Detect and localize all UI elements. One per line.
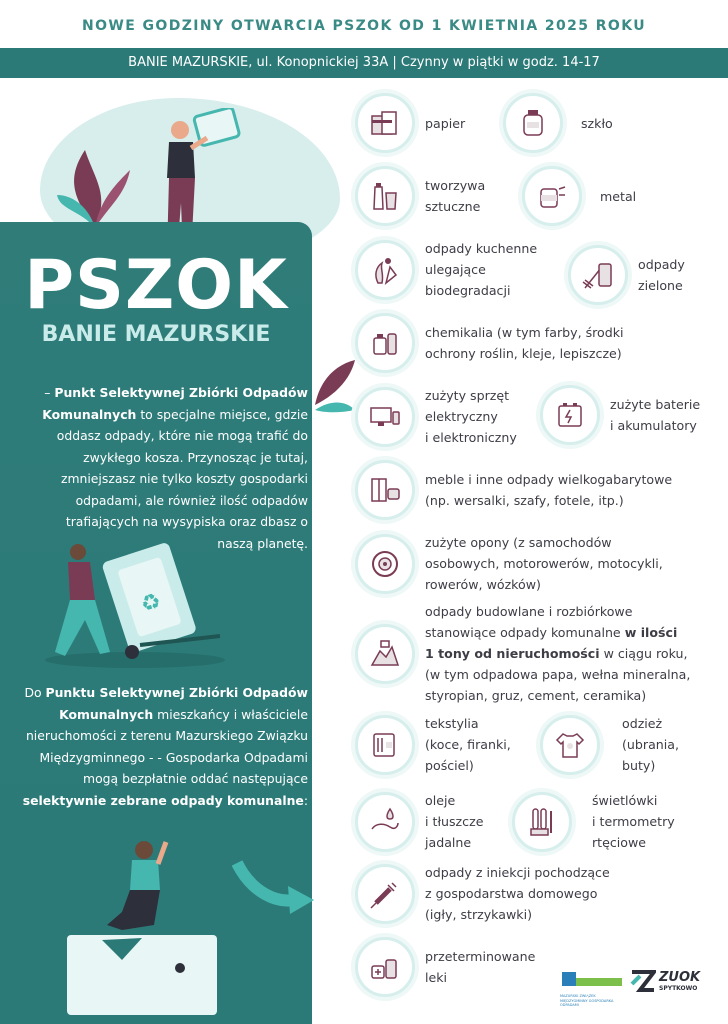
tire-icon (355, 534, 415, 594)
description-paragraph-2: Do Punktu Selektywnej Zbiórki Odpadów Komunalnych mieszkańcy i właściciele nieruchomości z terenu Mazurskiego Związku Międzygminnego - - Gospodarka Odpadami mogą bezpłatnie oddać następujące selektywnie zebrane odpady komunalne: (22, 685, 308, 808)
item-odpady-z-iniekcji: odpady z iniekcji pochodzące z gospodarstwa domowego (igły, strzykawki) (355, 862, 610, 925)
oil-drop-icon (355, 792, 415, 852)
zuok-logo: ZUOK SPYTKOWO (630, 970, 710, 992)
glass-jar-icon (503, 93, 563, 153)
chemical-canister-icon (355, 313, 415, 373)
description-paragraph-1: – Punkt Selektywnej Zbiórki Odpadów Komunalnych to specjalne miejsce, gdzie oddasz odpady, które nie mogą trafić do zwykłego kosza. Przynosząc je tutaj, zmniejszasz nie tylko koszty gospodarki odpadami, ale również ilość odpadów trafiających na wysypiska oraz dbasz o naszą planetę. (42, 385, 308, 551)
item-baterie: zużyte baterie i akumulatory (540, 385, 700, 445)
item-leki: przeterminowane leki (355, 937, 535, 997)
item-sprzet-elektryczny: zużyty sprzęt elektryczny i elektroniczny (355, 385, 517, 448)
battery-icon (540, 385, 600, 445)
paper-icon (355, 93, 415, 153)
page-title: NOWE GODZINY OTWARCIA PSZOK OD 1 KWIETNIA 2025 ROKU (82, 18, 646, 34)
rake-leaves-icon (568, 245, 628, 305)
svg-text:♻: ♻ (137, 588, 165, 619)
item-tworzywa: tworzywa sztuczne (355, 166, 485, 226)
item-odpady-budowlane: odpady budowlane i rozbiórkowe stanowiące odpady komunalne w ilości 1 tony od nieruchomości w ciągu roku, (w tym odpadowa papa, wełna mineralna, styropian, gruz, cement, ceramika) (355, 601, 690, 706)
item-papier: papier (355, 93, 465, 153)
item-tekstylia: tekstylia (koce, firanki, pościel) (355, 713, 511, 776)
computer-icon (355, 387, 415, 447)
brand-title: PSZOK (24, 246, 288, 325)
syringe-icon (355, 864, 415, 924)
item-oleje: oleje i tłuszcze jadalne (355, 790, 483, 853)
item-odziez: odzież (ubrania, buty) (540, 713, 679, 776)
zuok-logo-mark (630, 970, 656, 992)
textile-icon (355, 715, 415, 775)
item-metal: metal (522, 166, 636, 226)
brand-location: BANIE MAZURSKIE (41, 322, 271, 347)
furniture-icon (355, 460, 415, 520)
plant-leaves-illustration (55, 140, 135, 230)
item-meble: meble i inne odpady wielkogabarytowe (np. wersalki, szafy, fotele, itp.) (355, 460, 672, 520)
item-szklo: szkło (503, 93, 613, 153)
medicine-icon (355, 937, 415, 997)
arrow-right-icon (232, 858, 316, 918)
item-chemikalia: chemikalia (w tym farby, środki ochrony roślin, kleje, lepiszcze) (355, 313, 624, 373)
item-opony: zużyte opony (z samochodów osobowych, motorowerów, motocykli, rowerów, wózków) (355, 532, 663, 595)
construction-waste-icon (355, 624, 415, 684)
food-waste-icon (355, 240, 415, 300)
item-swietlowki: świetlówki i termometry rtęciowe (512, 790, 675, 853)
fluorescent-lamp-icon (512, 792, 572, 852)
item-odpady-zielone: odpady zielone (568, 245, 685, 305)
mzm-logo: MAZURSKI ZWIĄZEK MIĘDZYGMINNY GOSPODARKA ODPADAMI (560, 970, 624, 1008)
plastic-bottle-icon (355, 166, 415, 226)
metal-can-icon (522, 166, 582, 226)
tshirt-icon (540, 715, 600, 775)
person-jumping-illustration (62, 840, 222, 1020)
mzm-logo-mark (560, 970, 624, 990)
address-bar: BANIE MAZURSKIE, ul. Konopnickiej 33A | Czynny w piątki w godz. 14-17 (0, 48, 728, 78)
person-pushing-bin-illustration (40, 540, 230, 670)
plant-leaf-illustration (310, 355, 358, 415)
item-odpady-kuchenne: odpady kuchenne ulegające biodegradacji (355, 238, 537, 301)
